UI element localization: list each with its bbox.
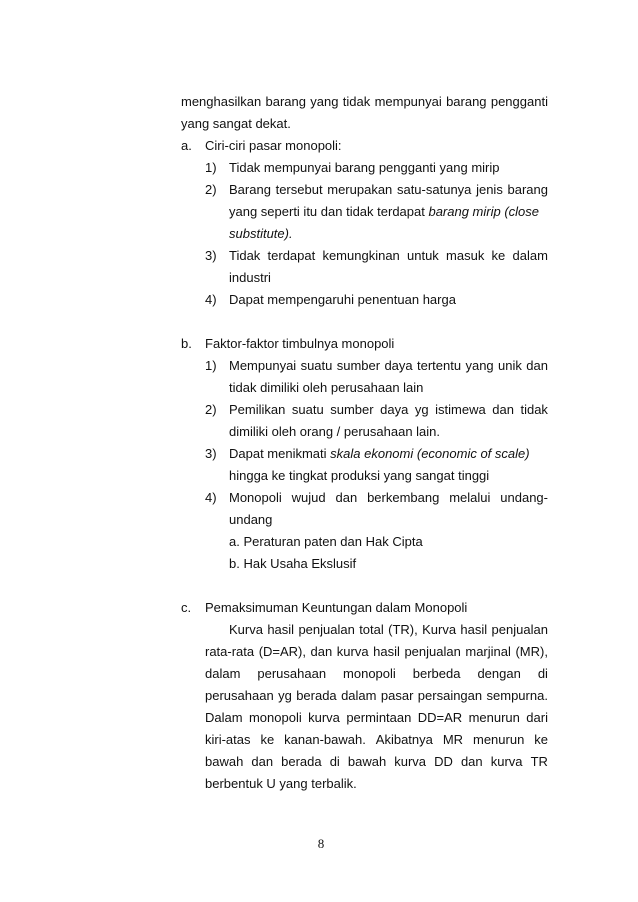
- list-item-text: industri: [229, 270, 271, 285]
- word: ke: [534, 732, 548, 747]
- word: Barang: [229, 182, 271, 197]
- word: monopoli: [248, 710, 302, 725]
- section-a-marker: a.: [181, 138, 192, 153]
- word: kurva: [490, 754, 523, 769]
- word: hasil: [267, 622, 295, 637]
- word: yang: [310, 94, 339, 109]
- word: ke: [491, 248, 506, 263]
- word: melalui: [449, 490, 491, 505]
- word: menghasilkan: [181, 94, 262, 109]
- list-item-text: [229, 226, 293, 242]
- word: menurun: [468, 710, 520, 725]
- word: yg: [278, 688, 292, 703]
- word: MR: [442, 732, 464, 747]
- word: pengganti: [490, 94, 548, 109]
- word: berada: [281, 754, 322, 769]
- word: terdapat: [267, 248, 316, 263]
- list-item-text: [229, 490, 548, 506]
- word: sumber: [330, 402, 374, 417]
- section-b-title: Faktor-faktor timbulnya monopoli: [205, 336, 395, 351]
- word: dan: [460, 754, 483, 769]
- word: perusahaan: [257, 666, 327, 681]
- word: permintaan: [346, 710, 412, 725]
- paragraph-line: [205, 710, 548, 726]
- word: mempunyai: [374, 94, 442, 109]
- section-c-marker: c.: [181, 600, 192, 615]
- list-item-text: [229, 182, 548, 198]
- list-item-text: Dapat mempengaruhi penentuan harga: [229, 292, 456, 307]
- word: kanan-bawah.: [284, 732, 366, 747]
- word: suatu: [291, 402, 324, 417]
- word: Monopoli: [229, 490, 282, 505]
- word: penjualan: [491, 622, 548, 637]
- word: persaingan: [417, 688, 483, 703]
- word: dalam: [341, 688, 377, 703]
- word: bawah: [205, 754, 244, 769]
- word: ke: [260, 732, 275, 747]
- paragraph-line: [205, 688, 548, 704]
- word: undang-: [500, 490, 548, 505]
- word: monopoli: [343, 666, 396, 681]
- word: wujud: [291, 490, 326, 505]
- word: DD: [434, 754, 453, 769]
- list-item-text-part: yang seperti itu dan tidak terdapat: [229, 204, 429, 219]
- word: Kurva: [422, 622, 457, 637]
- section-c-title: Pemaksimuman Keuntungan dalam Monopoli: [205, 600, 468, 615]
- word: untuk: [407, 248, 439, 263]
- word: total: [359, 622, 384, 637]
- word: berada: [296, 688, 337, 703]
- page-number: 8: [317, 836, 325, 851]
- word: tidak: [520, 402, 548, 417]
- list-item-text: [229, 446, 530, 462]
- word: barang: [507, 182, 548, 197]
- sub-list-item: b. Hak Usaha Ekslusif: [229, 556, 357, 571]
- word: Dalam: [205, 710, 243, 725]
- word: kurva: [336, 644, 369, 659]
- word: dalam: [205, 666, 241, 681]
- word: berbeda: [412, 666, 461, 681]
- word: jenis: [476, 182, 503, 197]
- list-item-text: [229, 402, 548, 418]
- word: tertentu: [417, 358, 462, 373]
- italic-term: substitute).: [229, 226, 293, 241]
- word: kurva: [394, 754, 427, 769]
- word: dan: [310, 644, 333, 659]
- word: pasar: [380, 688, 414, 703]
- paragraph-line: [205, 644, 548, 660]
- paragraph-line: berbentuk U yang terbalik.: [205, 776, 357, 791]
- word: menurun: [473, 732, 525, 747]
- word: (D=AR),: [258, 644, 306, 659]
- intro-line-2: yang sangat dekat.: [181, 116, 291, 131]
- list-number: 2): [205, 182, 217, 197]
- list-number: 1): [205, 160, 217, 175]
- word: yg: [414, 402, 429, 417]
- section-b-marker: b.: [181, 336, 192, 351]
- list-item-text: tidak dimiliki oleh perusahaan lain: [229, 380, 424, 395]
- word: masuk: [446, 248, 485, 263]
- word: penjualan: [404, 644, 461, 659]
- word: kurva: [308, 710, 340, 725]
- list-item-text-part: Dapat menikmati: [229, 446, 331, 461]
- list-item-text: dimiliki oleh orang / perusahaan lain.: [229, 424, 441, 439]
- section-a-title: Ciri-ciri pasar monopoli:: [205, 138, 342, 153]
- word: yang: [465, 358, 494, 373]
- word: istimewa: [435, 402, 486, 417]
- paragraph-line: [205, 666, 548, 682]
- list-number: 1): [205, 358, 217, 373]
- paragraph-line: [205, 754, 548, 770]
- list-number: 3): [205, 446, 217, 461]
- word: dan: [251, 754, 274, 769]
- word: merupakan: [327, 182, 393, 197]
- word: rata-rata: [205, 644, 255, 659]
- word: kemungkinan: [322, 248, 400, 263]
- word: tidak: [342, 94, 371, 109]
- list-item-text: Tidak mempunyai barang pengganti yang mirip: [229, 160, 500, 175]
- word: di: [329, 754, 340, 769]
- list-item-text: [229, 358, 548, 374]
- list-number: 4): [205, 490, 217, 505]
- word: satu-satunya: [396, 182, 472, 197]
- word: sumber: [336, 358, 381, 373]
- word: dengan: [477, 666, 521, 681]
- word: daya: [384, 358, 413, 373]
- word: penjualan: [298, 622, 355, 637]
- word: suatu: [300, 358, 333, 373]
- list-item-text: [229, 204, 539, 220]
- word: hasil: [373, 644, 400, 659]
- word: barang: [265, 94, 306, 109]
- list-number: 4): [205, 292, 217, 307]
- word: dan: [335, 490, 358, 505]
- word: dalam: [512, 248, 548, 263]
- word: (MR),: [515, 644, 548, 659]
- word: sempurna.: [486, 688, 548, 703]
- word: Akibatnya: [375, 732, 433, 747]
- word: barang: [446, 94, 487, 109]
- word: TR: [530, 754, 548, 769]
- word: kiri-atas: [205, 732, 251, 747]
- paragraph-line: [205, 732, 548, 748]
- italic-term: skala ekonomi (economic of scale): [330, 446, 530, 461]
- word: tersebut: [275, 182, 323, 197]
- list-number: 3): [205, 248, 217, 263]
- list-number: 2): [205, 402, 217, 417]
- word: hasil: [460, 622, 488, 637]
- word: perusahaan: [205, 688, 274, 703]
- word: di: [537, 666, 548, 681]
- paragraph-line: [229, 622, 548, 638]
- word: dan: [526, 358, 548, 373]
- list-item-text: undang: [229, 512, 273, 527]
- word: Pemilikan: [229, 402, 286, 417]
- word: berkembang: [367, 490, 440, 505]
- word: daya: [380, 402, 409, 417]
- word: Tidak: [229, 248, 261, 263]
- word: Kurva: [229, 622, 263, 637]
- italic-term: barang mirip (close: [428, 204, 540, 219]
- word: unik: [498, 358, 522, 373]
- list-item-text: [229, 248, 548, 264]
- word: dari: [526, 710, 548, 725]
- word: Mempunyai: [229, 358, 297, 373]
- word: marjinal: [465, 644, 511, 659]
- word: DD=AR: [417, 710, 463, 725]
- sub-list-item: a. Peraturan paten dan Hak Cipta: [229, 534, 423, 549]
- word: dan: [492, 402, 514, 417]
- list-item-text: hingga ke tingkat produksi yang sangat tinggi: [229, 468, 490, 483]
- intro-line-1: [181, 94, 548, 110]
- word: (TR),: [388, 622, 418, 637]
- word: bawah: [347, 754, 387, 769]
